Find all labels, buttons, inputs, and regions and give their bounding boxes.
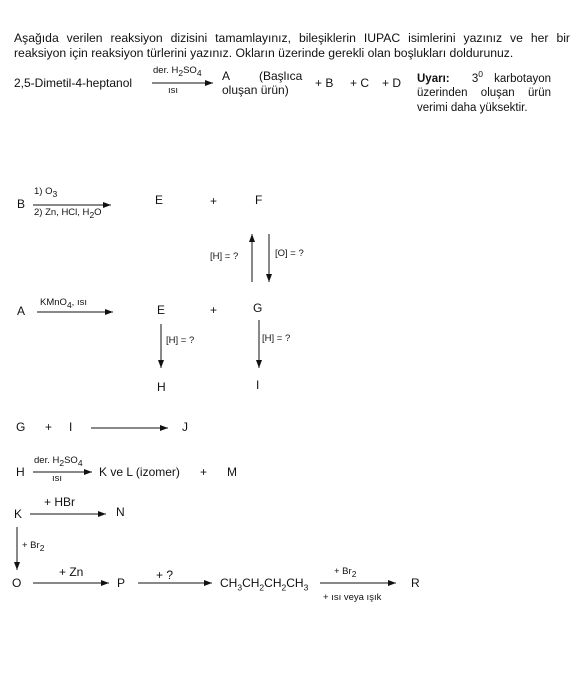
reactant-heptanol: 2,5-Dimetil-4-heptanol [14, 76, 133, 90]
r5-condition-below: ısı [52, 473, 63, 484]
reactant-k: K [14, 507, 23, 521]
reactant-a: A [17, 304, 26, 318]
product-f: F [255, 193, 263, 207]
reduction-label-g: [H] = ? [262, 333, 291, 344]
reactant-o: O [12, 576, 22, 590]
reduction-label: [H] = ? [210, 251, 239, 262]
bromine-reagent: + $Br_2$ [22, 540, 45, 553]
warning-note: Uyarı: $3^0$ karbotayon üzerinden oluşan ürün verimi daha yüksektir. [417, 69, 552, 114]
ozonolysis-step-1: 1) $O_3$ [34, 186, 58, 199]
r1-condition-below: ısı [168, 85, 179, 96]
product-a: A [222, 69, 231, 83]
major-product-note-2: oluşan ürün) [222, 83, 289, 97]
product-b: + B [315, 76, 334, 90]
heat-or-light-condition: + ısı veya ışık [323, 592, 382, 603]
bromine-reagent-2: + $Br_2$ [334, 566, 357, 579]
major-product-note-1: (Başlıca [259, 69, 303, 83]
product-h: H [157, 380, 166, 394]
r1-reagent-above: der. $H_2SO_4$ [153, 65, 202, 78]
butane-formula: $CH_3CH_2CH_2CH_3$ [220, 576, 309, 593]
reactant-h: H [16, 465, 25, 479]
plus-sign-2: + [210, 303, 218, 317]
plus-sign-3: + [45, 420, 53, 434]
product-p: P [117, 576, 126, 590]
hbr-reagent: + HBr [44, 495, 76, 509]
reduction-label-e: [H] = ? [166, 335, 195, 346]
unknown-reagent: + ? [156, 568, 174, 582]
product-c: + C [350, 76, 370, 90]
reactant-g: G [16, 420, 26, 434]
product-g: G [253, 301, 263, 315]
kmno4-reagent: KMnO$_4$, ısı [40, 297, 87, 310]
products-k-l: K ve L (izomer) [99, 465, 180, 479]
product-d: + D [382, 76, 402, 90]
product-e-2: E [157, 303, 166, 317]
instructions-text: Aşağıda verilen reaksiyon dizisini tamamlayınız, bileşiklerin IUPAC isimlerini yazınız ve her bir reaksiyon için reaksiyon türlerini yazınız. Okların üzerinde gerekli olan boşlukları doldurunuz. [14, 31, 570, 60]
product-e: E [155, 193, 164, 207]
product-j: J [182, 420, 188, 434]
product-n: N [116, 505, 125, 519]
product-r: R [411, 576, 420, 590]
reactant-b: B [17, 197, 26, 211]
product-m: M [227, 465, 237, 479]
product-i: I [256, 378, 260, 392]
plus-sign-4: + [200, 465, 208, 479]
reactant-i: I [69, 420, 73, 434]
zinc-reagent: + Zn [59, 565, 84, 579]
plus-sign: + [210, 194, 218, 208]
ozonolysis-step-2: 2) Zn, HCl, $H_2O$ [34, 207, 102, 220]
r5-reagent-above: der. $H_2SO_4$ [34, 455, 83, 468]
oxidation-label: [O] = ? [275, 248, 304, 259]
